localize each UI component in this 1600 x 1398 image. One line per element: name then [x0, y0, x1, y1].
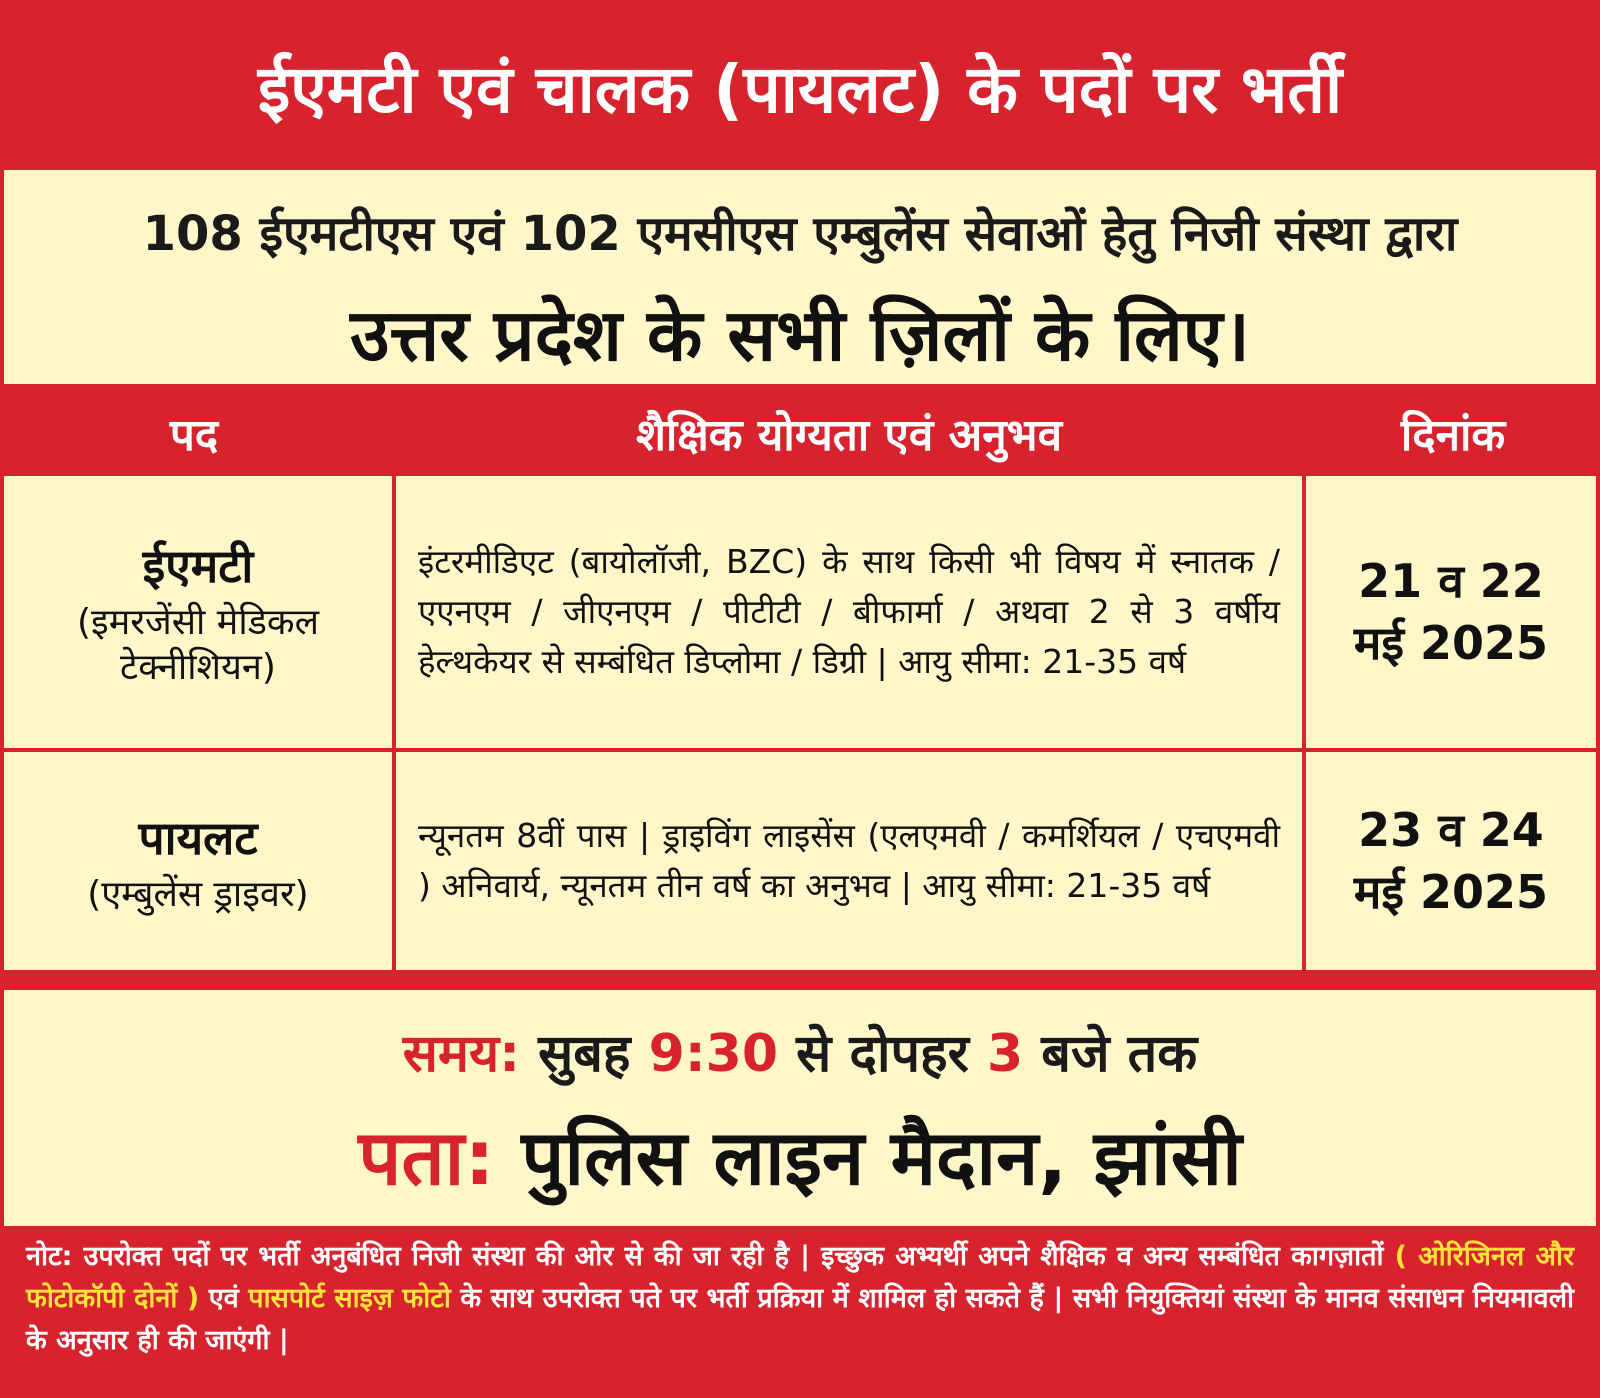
date-pilot-line2: मई 2025 [1353, 865, 1549, 919]
note-banner [4, 1226, 1596, 1398]
timing-text-3: बजे तक [1023, 1024, 1198, 1084]
note-text-3: के साथ उपरोक्त पते पर भर्ती प्रक्रिया में शामिल हो सकते हैं | सभी नियुक्तियां संस्था के मानव संसाधन नियमावली के अनुसार ही की जाएंगी | [26, 1282, 1574, 1356]
table-row-pilot-qualification [396, 752, 1302, 970]
post-title-pilot: पायलट [138, 810, 258, 865]
timing-text-2: से दोपहर [778, 1024, 987, 1084]
intro-line-1: 108 ईएमटीएस एवं 102 एमसीएस एम्बुलेंस सेवाओं हेतु निजी संस्था द्वारा [142, 206, 1458, 262]
timing-label: समय: [402, 1024, 520, 1084]
qualification-pilot: न्यूनतम 8वीं पास | ड्राइविंग लाइसेंस (एलएमवी / कमर्शियल / एचएमवी ) अनिवार्य, न्यूनतम तीन वर्ष का अनुभव | आयु सीमा: 21-35 वर्ष [418, 815, 1280, 905]
intro-line-2: उत्तर प्रदेश के सभी ज़िलों के लिए। [350, 293, 1250, 377]
address-line [4, 1104, 1596, 1207]
timing-start: 9:30 [648, 1024, 778, 1084]
note-highlight-documents: ( ओरिजिनल और फोटोकॉपी दोनों ) [26, 1241, 1574, 1314]
table-row-emt-qualification [396, 476, 1302, 748]
timing-text-1: सुबह [519, 1024, 649, 1084]
address-value: पुलिस लाइन मैदान, झांसी [494, 1113, 1242, 1202]
date-emt-line1: 21 व 22 [1358, 553, 1544, 608]
timing-end: 3 [986, 1024, 1024, 1084]
date-pilot-line1: 23 व 24 [1358, 802, 1544, 857]
header-date: दिनांक [1310, 390, 1596, 476]
table-row-emt-post [4, 476, 392, 748]
table-row-pilot-post [4, 752, 392, 970]
table-row-emt-date [1306, 476, 1596, 748]
note-text-2: एवं [199, 1282, 249, 1314]
note-text-1: नोट: उपरोक्त पदों पर भर्ती अनुबंधित निजी संस्था की ओर से की जा रही है | इच्छुक अभ्यर्थी अपने शैक्षिक व अन्य सम्बंधित कागज़ातों [26, 1241, 1395, 1272]
table-row-pilot-date [1306, 752, 1596, 970]
post-subtitle-pilot: (एम्बुलेंस ड्राइवर) [87, 873, 309, 915]
qualification-emt: इंटरमीडिएट (बायोलॉजी, BZC) के साथ किसी भी विषय में स्नातक / एएनएम / जीएनएम / पीटीटी / बीफार्मा / अथवा 2 से 3 वर्षीय हेल्थकेयर से सम्बंधित डिप्लोमा / डिग्री | आयु सीमा: 21-35 वर्ष [418, 541, 1280, 682]
date-emt-line2: मई 2025 [1353, 616, 1549, 670]
timing-line [4, 1016, 1596, 1087]
poster-title: ईएमटी एवं चालक (पायलट) के पदों पर भर्ती [257, 51, 1343, 128]
post-title-emt: ईएमटी [142, 539, 254, 593]
header-post: पद [4, 390, 384, 476]
title-banner [4, 4, 1596, 170]
header-qualification: शैक्षिक योग्यता एवं अनुभव [402, 390, 1296, 476]
address-label: पता: [358, 1113, 495, 1202]
post-subtitle-emt: (इमरजेंसी मेडिकल टेक्नीशियन) [77, 602, 319, 688]
posts-table [4, 384, 1596, 990]
note-highlight-photo: पासपोर्ट साइज़ फोटो [248, 1282, 451, 1314]
